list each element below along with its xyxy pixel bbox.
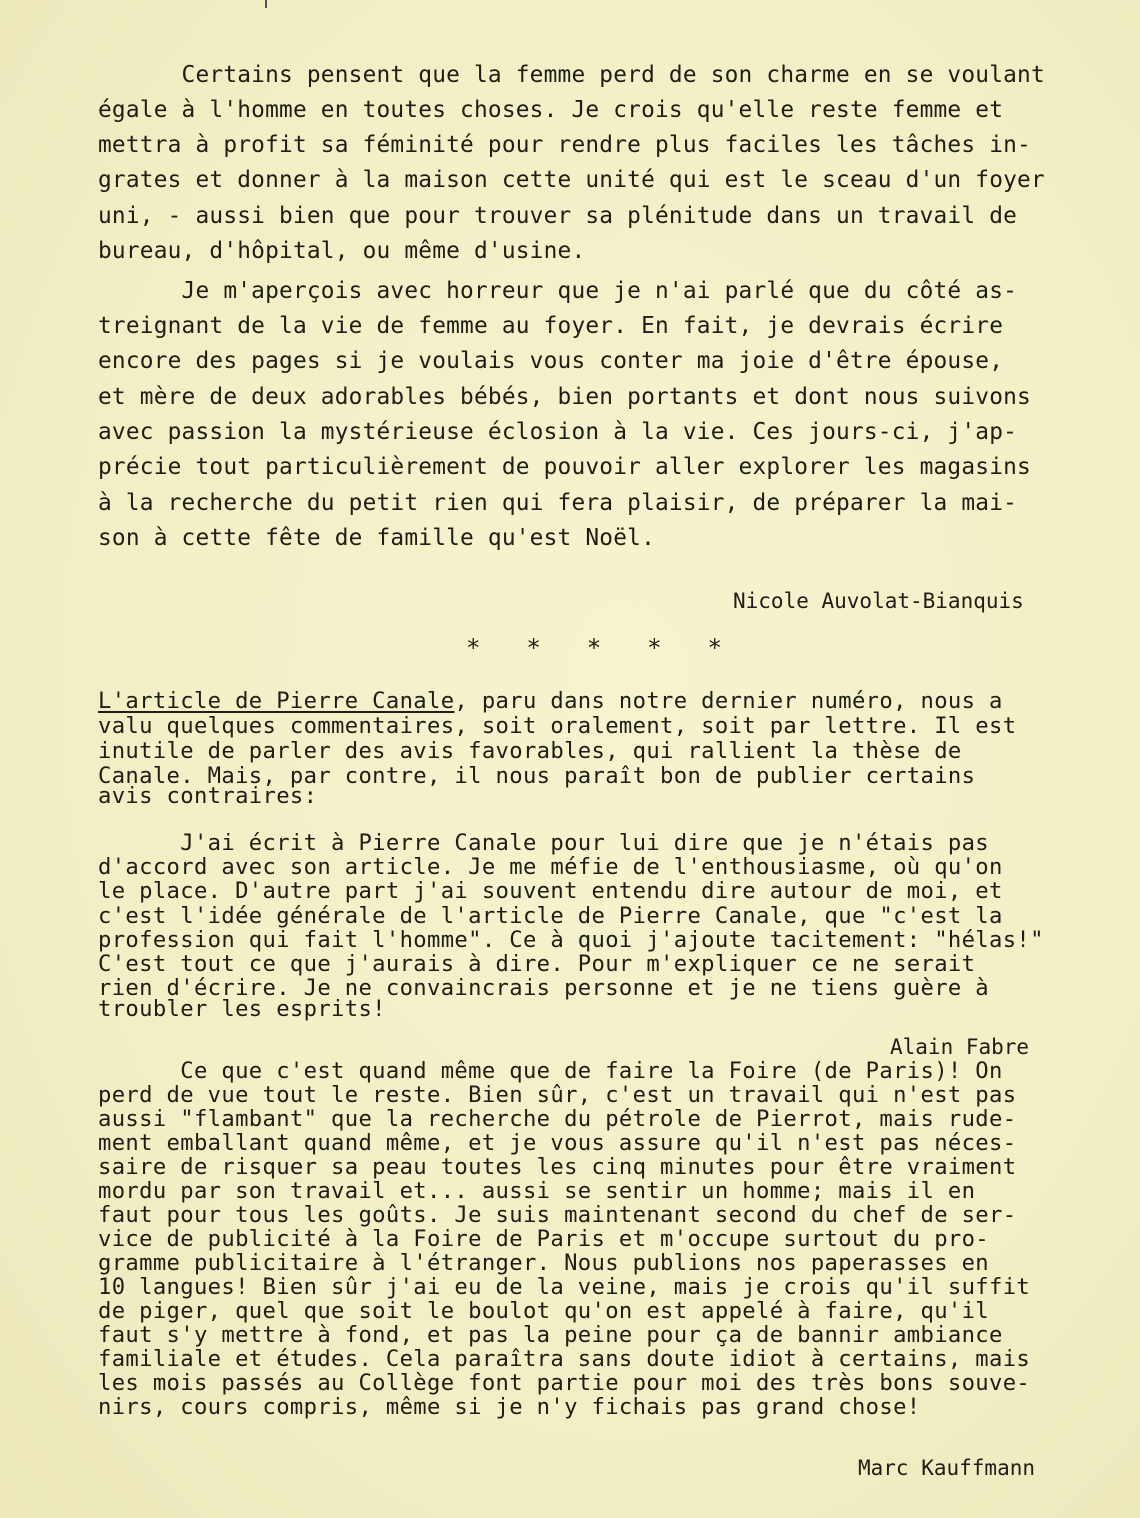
letter-1-line: c'est l'idée générale de l'article de Pierre Canale, que "c'est la bbox=[98, 903, 1003, 929]
paragraph-1-line: Certains pensent que la femme perd de son charme en se voulant bbox=[98, 62, 1045, 88]
article-title: L'article de Pierre Canale bbox=[98, 688, 455, 714]
intro-line: valu quelques commentaires, soit oralement, soit par lettre. Il est bbox=[98, 713, 1017, 739]
separator-star: * bbox=[707, 634, 722, 662]
letter-2-line: mordu par son travail et... aussi se sentir un homme; mais il en bbox=[98, 1178, 976, 1204]
paragraph-2-line: et mère de deux adorables bébés, bien portants et dont nous suivons bbox=[98, 384, 1031, 410]
letter-1-line: profession qui fait l'homme". Ce à quoi j'ajoute tacitement: "hélas!" bbox=[98, 927, 1044, 953]
letter-2-line: aussi "flambant" que la recherche du pétrole de Pierrot, mais rude- bbox=[98, 1106, 1017, 1132]
letter-1-line: d'accord avec son article. Je me méfie de l'enthousiasme, où qu'on bbox=[98, 854, 1003, 880]
separator-star: * bbox=[647, 634, 662, 662]
paragraph-2-line: son à cette fête de famille qu'est Noël. bbox=[98, 525, 655, 551]
paragraph-1-line: égale à l'homme en toutes choses. Je crois qu'elle reste femme et bbox=[98, 97, 1004, 123]
letter-1-line: le place. D'autre part j'ai souvent entendu dire autour de moi, et bbox=[98, 878, 1003, 904]
paper-mark bbox=[265, 0, 267, 8]
intro-line: inutile de parler des avis favorables, qui rallient la thèse de bbox=[98, 738, 962, 764]
letter-2-line: gramme publicitaire à l'étranger. Nous publions nos paperasses en bbox=[98, 1250, 990, 1276]
letter-2-line: faut pour tous les goûts. Je suis maintenant second du chef de ser- bbox=[98, 1202, 1017, 1228]
letter-2-line: familiale et études. Cela paraîtra sans doute idiot à certains, mais bbox=[98, 1346, 1031, 1372]
letter-2-line: les mois passés au Collège font partie pour moi des très bons souve- bbox=[98, 1370, 1031, 1396]
paragraph-1-line: mettra à profit sa féminité pour rendre plus faciles les tâches in- bbox=[98, 132, 1031, 158]
paragraph-2-line: avec passion la mystérieuse éclosion à la vie. Ces jours-ci, j'ap- bbox=[98, 419, 1018, 445]
signature-marc: Marc Kauffmann bbox=[858, 1456, 1036, 1480]
paragraph-1-line: uni, - aussi bien que pour trouver sa plénitude dans un travail de bbox=[98, 203, 1018, 229]
paragraph-2-line: Je m'aperçois avec horreur que je n'ai parlé que du côté as- bbox=[98, 278, 1018, 304]
letter-2-line: faut s'y mettre à fond, et pas la peine pour ça de bannir ambiance bbox=[98, 1322, 1003, 1348]
section-separator bbox=[466, 636, 722, 660]
intro-first-line bbox=[98, 690, 1003, 712]
letter-1-line: rien d'écrire. Je ne convaincrais personne et je ne tiens guère à bbox=[98, 975, 990, 1001]
paragraph-2-line: encore des pages si je voulais vous conter ma joie d'être épouse, bbox=[98, 348, 1004, 374]
intro-line: Canale. Mais, par contre, il nous paraît bon de publier certains bbox=[98, 763, 976, 789]
letter-2-line: de piger, quel que soit le boulot qu'on est appelé à faire, qu'il bbox=[98, 1298, 990, 1324]
paragraph-1-line: grates et donner à la maison cette unité qui est le sceau d'un foyer bbox=[98, 167, 1045, 193]
letter-1-line: troubler les esprits! bbox=[98, 996, 386, 1022]
letter-1-line: C'est tout ce que j'aurais à dire. Pour m'expliquer ce ne serait bbox=[98, 951, 976, 977]
letter-2-line: ment emballant quand même, et je vous assure qu'il n'est pas néces- bbox=[98, 1130, 1017, 1156]
paragraph-1-line: bureau, d'hôpital, ou même d'usine. bbox=[98, 238, 586, 264]
separator-star: * bbox=[586, 634, 602, 662]
letter-2-line: nirs, cours compris, même si je n'y fichais pas grand chose! bbox=[98, 1394, 921, 1420]
intro-line: avis contraires: bbox=[98, 783, 318, 809]
paragraph-2-line: à la recherche du petit rien qui fera plaisir, de préparer la mai- bbox=[98, 490, 1018, 516]
intro-first-line-rest: , paru dans notre dernier numéro, nous a bbox=[454, 688, 1003, 714]
letter-2-line: perd de vue tout le reste. Bien sûr, c'est un travail qui n'est pas bbox=[98, 1082, 1017, 1108]
paragraph-2-line: précie tout particulièrement de pouvoir aller explorer les magasins bbox=[98, 454, 1031, 480]
signature-nicole: Nicole Auvolat-Bianquis bbox=[733, 589, 1024, 613]
separator-star: * bbox=[526, 634, 541, 662]
letter-1-line: J'ai écrit à Pierre Canale pour lui dire que je n'étais pas bbox=[98, 830, 990, 856]
signature-alain: Alain Fabre bbox=[890, 1035, 1030, 1059]
separator-star: * bbox=[466, 634, 481, 662]
letter-2-line: vice de publicité à la Foire de Paris et m'occupe surtout du pro- bbox=[98, 1226, 990, 1252]
letter-2-line: saire de risquer sa peau toutes les cinq minutes pour être vraiment bbox=[98, 1154, 1017, 1180]
letter-2-line: Ce que c'est quand même que de faire la Foire (de Paris)! On bbox=[98, 1058, 1003, 1084]
paragraph-2-line: treignant de la vie de femme au foyer. En fait, je devrais écrire bbox=[98, 313, 1004, 339]
letter-2-line: 10 langues! Bien sûr j'ai eu de la veine, mais je crois qu'il suffit bbox=[98, 1274, 1031, 1300]
